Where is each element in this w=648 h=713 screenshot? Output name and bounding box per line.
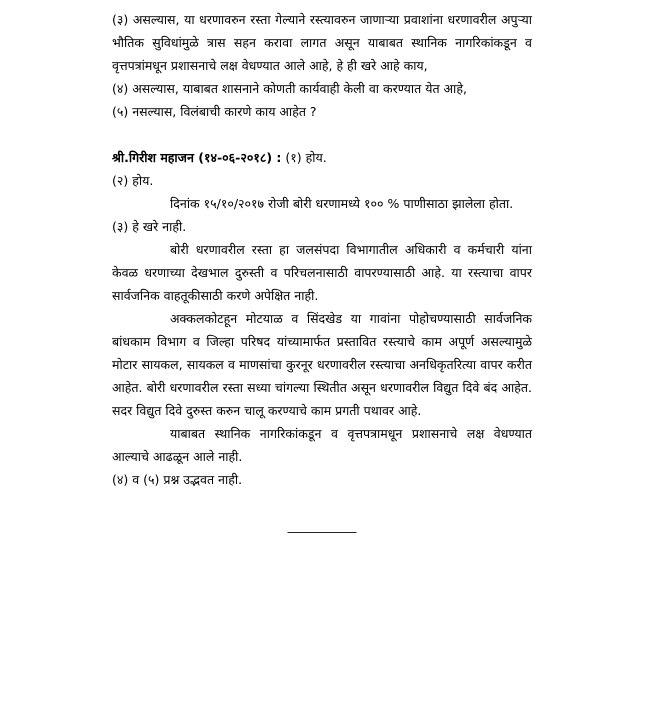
question-3: (३) असल्यास, या धरणावरुन रस्ता गेल्याने रस्त्यावरुन जाणाऱ्या प्रवाशांना धरणावरील अपुऱ्या भौतिक सुविधांमुळे त्रास सहन करावा लागत असून याबाबत स्थानिक नागरिकांकडून व वृत्तपत्रांमधून प्रशासनाचे लक्ष वेधण्यात आले आहे, हे ही खरे आहे काय, xyxy=(112,12,532,73)
answer-1: (१) होय. xyxy=(285,150,327,165)
answer-2-text: दिनांक १५/१०/२०१७ रोजी बोरी धरणामध्ये १०० % पाणीसाठा झालेला होता. xyxy=(170,196,514,211)
minister-name-date: श्री.गिरीश महाजन (१४-०६-२०१८) : xyxy=(112,150,282,165)
answer-3-paragraph-2: अक्कलकोटहून मोटयाळ व सिंदखेड या गावांना पोहोचण्यासाठी सार्वजनिक बांधकाम विभाग व जिल्हा परिषद यांच्यामार्फत प्रस्तावित रस्त्याचे काम अपूर्ण असल्यामुळे मोटार सायकल, सायकल व माणसांचा कुरनूर धरणावरील रस्त्याचा अनधिकृतरित्या वापर करीत आहेत. बोरी धरणावरील रस्ता सध्या चांगल्या स्थितीत असून धरणावरील विद्युत दिवे बंद आहेत. सदर विद्युत दिवे दुरुस्त करुन चालू करण्याचे काम प्रगती पथावर आहे. xyxy=(112,311,532,418)
answer-4-5: (४) व (५) प्रश्न उद्भवत नाही. xyxy=(112,472,243,487)
end-gap xyxy=(112,491,532,514)
section-gap xyxy=(112,123,532,146)
answer-3-label: (३) हे खरे नाही. xyxy=(112,219,187,234)
answer-3-paragraph-3: याबाबत स्थानिक नागरिकांकडून व वृत्तपत्रामधून प्रशासनाचे लक्ष वेधण्यात आल्याचे आढळून आले नाही. xyxy=(112,426,532,464)
answer-heading xyxy=(112,146,532,169)
end-separator-line: ___________ xyxy=(287,518,357,533)
question-4: (४) असल्यास, याबाबत शासनाने कोणती कार्यवाही केली वा करण्यात येत आहे, xyxy=(112,81,467,96)
document-page xyxy=(112,8,532,537)
answer-3-paragraph-1: बोरी धरणावरील रस्ता हा जलसंपदा विभागातील अधिकारी व कर्मचारी यांना केवळ धरणाच्या देखभाल दुरुस्ती व परिचलनासाठी वापरण्यासाठी आहे. या रस्त्याचा वापर सार्वजनिक वाहतूकीसाठी करणे अपेक्षित नाही. xyxy=(112,242,532,303)
question-5: (५) नसल्यास, विलंबाची कारणे काय आहेत ? xyxy=(112,104,317,119)
answer-2-label: (२) होय. xyxy=(112,173,154,188)
